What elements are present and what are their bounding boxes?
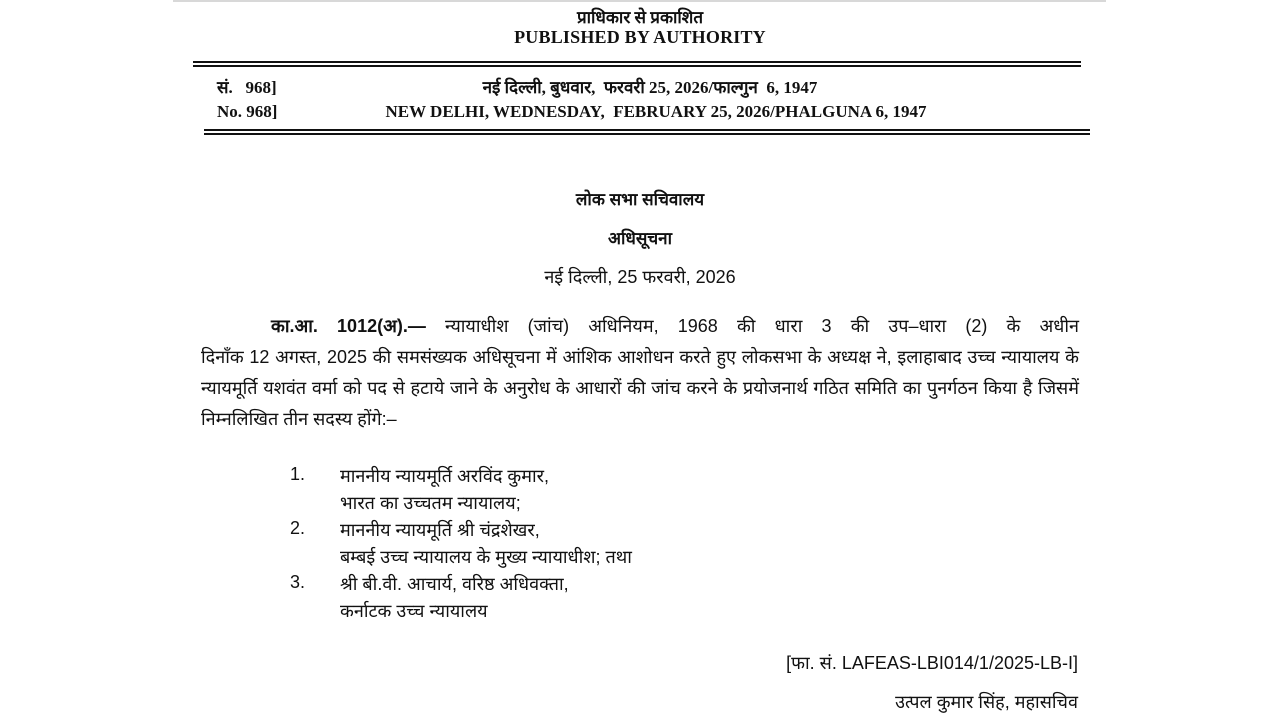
organisation-name: लोक सभा सचिवालय xyxy=(575,190,705,209)
member-designation: भारत का उच्चतम न्यायालय; xyxy=(340,493,521,513)
notification-reference: का.आ. 1012(अ).— xyxy=(271,316,426,336)
member-designation: कर्नाटक उच्च न्यायालय xyxy=(340,601,488,621)
notification-body-line1: न्यायाधीश (जांच) अधिनियम, 1968 की धारा 3 की उप–धारा (2) के अधीन xyxy=(445,316,1079,336)
published-by-authority-hindi: प्राधिकार से प्रकाशित xyxy=(576,8,704,27)
gazette-number-hindi: सं. 968] xyxy=(217,78,277,97)
member-designation: बम्बई उच्च न्यायालय के मुख्य न्यायाधीश; तथा xyxy=(340,547,632,567)
notification-place-date: नई दिल्ली, 25 फरवरी, 2026 xyxy=(544,267,736,287)
notification-body xyxy=(201,311,1079,435)
file-reference: [फा. सं. LAFEAS-LBI014/1/2025-LB-I] xyxy=(786,653,1078,673)
gazette-date-english: NEW DELHI, WEDNESDAY, FEBRUARY 25, 2026/PHALGUNA 6, 1947 xyxy=(385,102,927,121)
gazette-date-hindi: नई दिल्ली, बुधवार, फरवरी 25, 2026/फाल्गुन 6, 1947 xyxy=(482,78,818,97)
member-number: 2. xyxy=(290,518,306,538)
member-number: 3. xyxy=(290,572,306,592)
header-double-rule-top xyxy=(193,61,1081,67)
member-name: माननीय न्यायमूर्ति श्री चंद्रशेखर, xyxy=(340,520,540,540)
header-double-rule-bottom xyxy=(204,129,1090,135)
published-by-authority-english: PUBLISHED BY AUTHORITY xyxy=(514,27,766,47)
member-name: श्री बी.वी. आचार्य, वरिष्ठ अधिवक्ता, xyxy=(340,574,569,594)
page-top-border xyxy=(173,0,1106,2)
gazette-number-english: No. 968] xyxy=(217,102,278,121)
notification-body-first-line xyxy=(201,311,1079,342)
notification-body-rest: दिनाँक 12 अगस्त, 2025 की समसंख्यक अधिसूचना में आंशिक आशोधन करते हुए लोकसभा के अध्यक्ष ने, इलाहाबाद उच्च न्यायालय के न्यायमूर्ति यशवंत वर्मा को पद से हटाये जाने के अनुरोध के आधारों की जांच करने के प्रयोजनार्थ गठित समिति का पुनर्गठन किया है जिसमें निम्नलिखित तीन सदस्य होंगे:– xyxy=(201,347,1079,429)
member-number: 1. xyxy=(290,464,306,484)
member-name: माननीय न्यायमूर्ति अरविंद कुमार, xyxy=(340,466,550,486)
notification-title: अधिसूचना xyxy=(608,229,672,248)
signatory: उत्पल कुमार सिंह, महासचिव xyxy=(895,692,1078,712)
